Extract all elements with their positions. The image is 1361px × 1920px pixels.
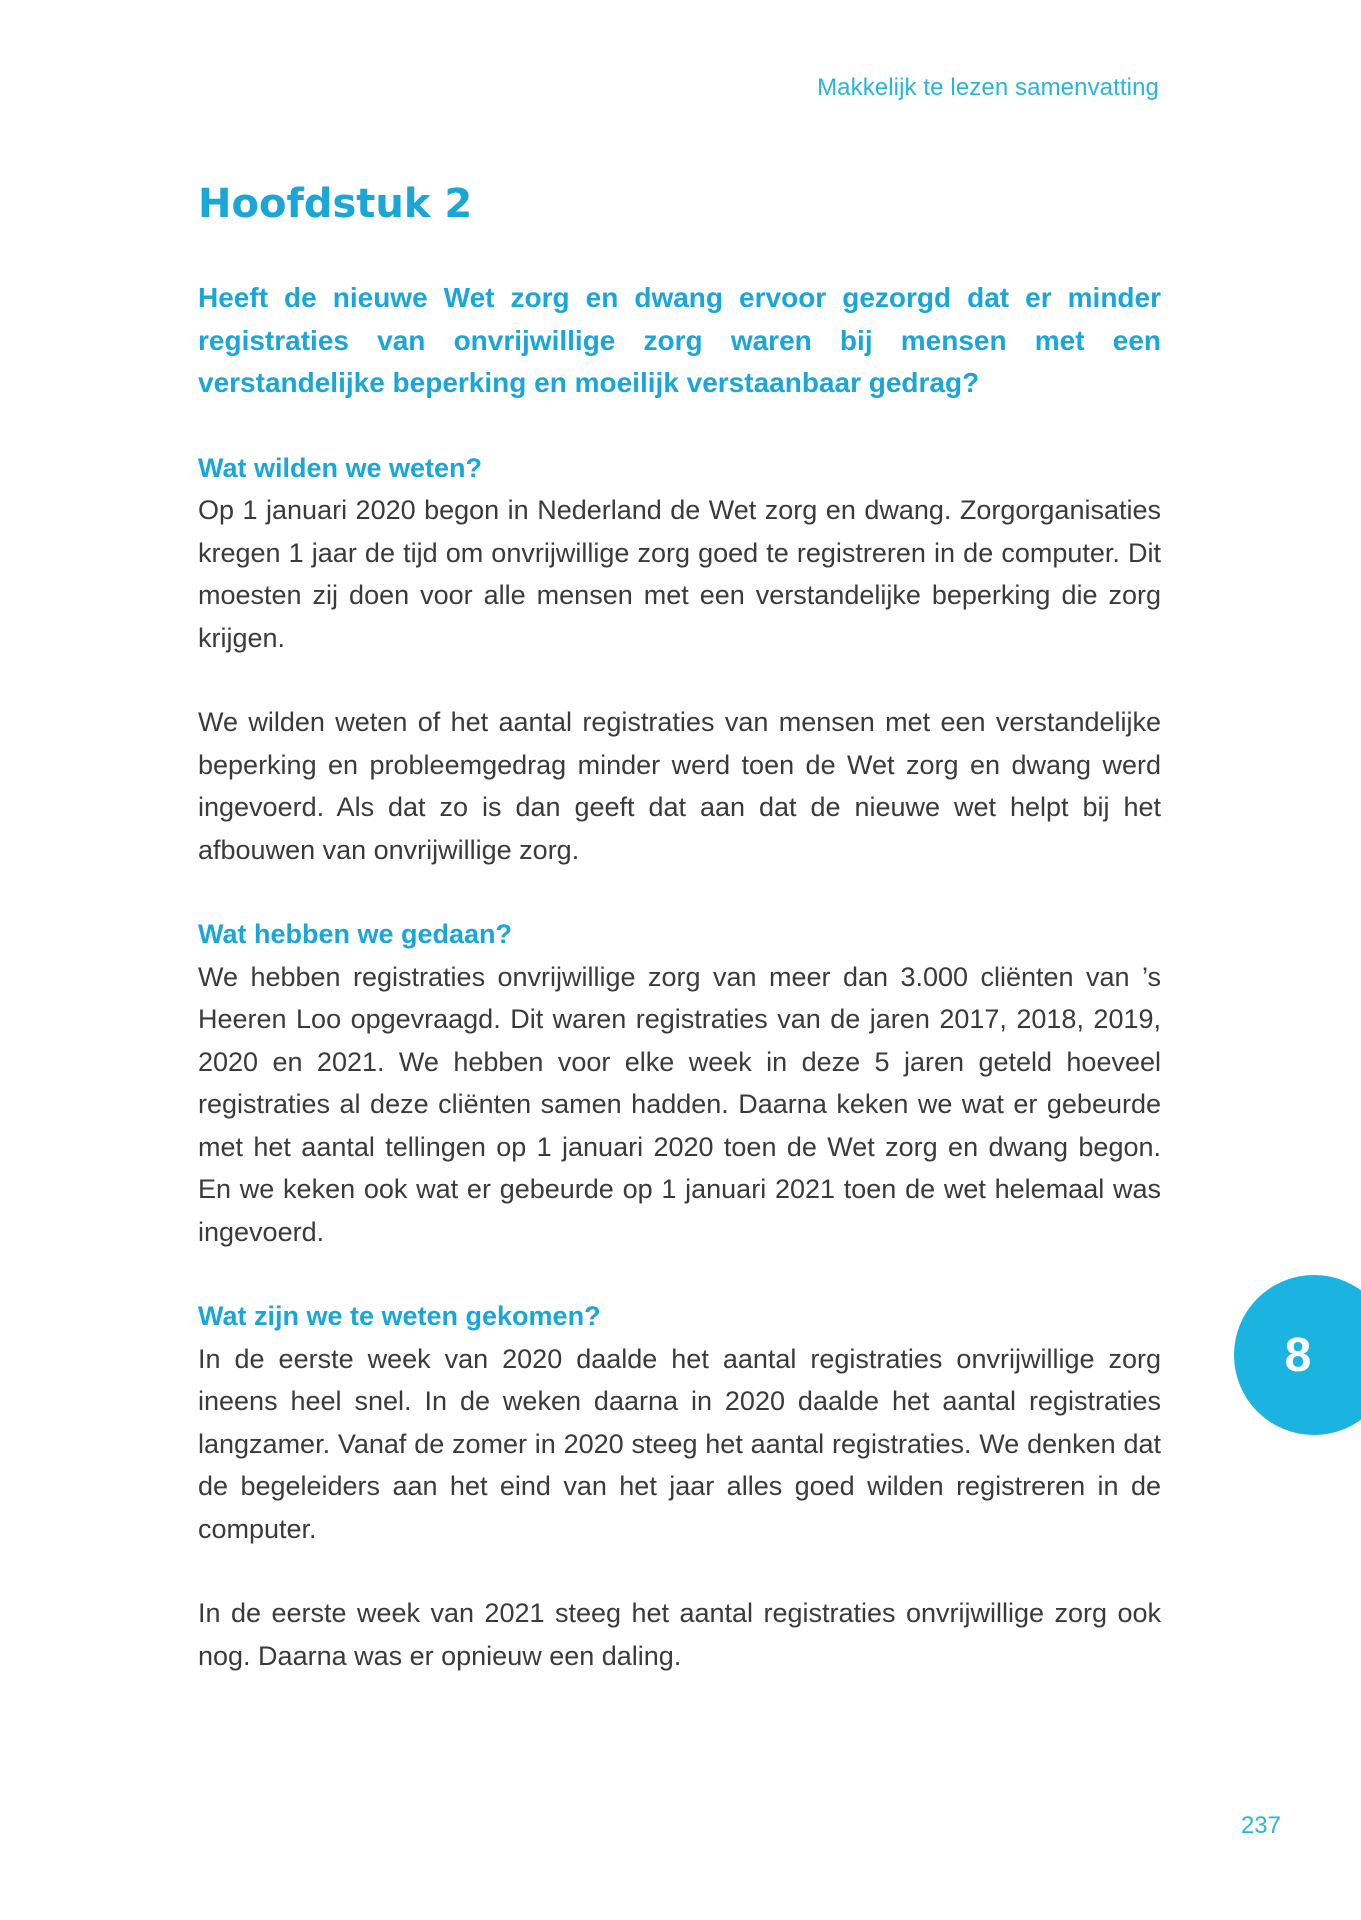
section-heading: Wat zijn we te weten gekomen?: [198, 1301, 601, 1331]
running-header: Makkelijk te lezen samenvatting: [817, 74, 1159, 101]
section-what-we-did: [198, 913, 1161, 1253]
section-what-we-wanted-to-know: [198, 447, 1161, 872]
section-heading: Wat hebben we gedaan?: [198, 919, 513, 949]
page-content: [198, 180, 1161, 1719]
page-number: 237: [1240, 1812, 1281, 1839]
body-paragraph: Op 1 januari 2020 begon in Nederland de Wet zorg en dwang. Zorgorganisaties kregen 1 jaar de tijd om onvrijwillige zorg goed te registreren in de computer. Dit moesten zij doen voor alle mensen met een verstandelijke beperking die zorg krijgen.: [198, 495, 1161, 653]
chapter-tab: 8: [1234, 1275, 1361, 1435]
body-paragraph: In de eerste week van 2020 daalde het aantal registraties onvrijwillige zorg ineens heel snel. In de weken daarna in 2020 daalde het aantal registraties langzamer. Vanaf de zomer in 2020 steeg het aantal registraties. We denken dat de begeleiders aan het eind van het jaar alles goed wilden registreren in de computer.: [198, 1343, 1161, 1544]
chapter-question: Heeft de nieuwe Wet zorg en dwang ervoor gezorgd dat er minder registraties van onvrijwillige zorg waren bij mensen met een verstandelijke beperking en moeilijk verstaanbaar gedrag?: [198, 282, 1161, 398]
body-paragraph: We hebben registraties onvrijwillige zorg van meer dan 3.000 cliënten van ’s Heeren Loo opgevraagd. Dit waren registraties van de jaren 2017, 2018, 2019, 2020 en 2021. We hebben voor elke week in deze 5 jaren geteld hoeveel registraties al deze cliënten samen hadden. Daarna keken we wat er gebeurde met het aantal tellingen op 1 januari 2020 toen de Wet zorg en dwang begon. En we keken ook wat er gebeurde op 1 januari 2021 toen de wet helemaal was ingevoerd.: [198, 961, 1161, 1247]
chapter-title: Hoofdstuk 2: [198, 181, 473, 227]
body-paragraph: We wilden weten of het aantal registraties van mensen met een verstandelijke beperking en probleemgedrag minder werd toen de Wet zorg en dwang werd ingevoerd. Als dat zo is dan geeft dat aan dat de nieuwe wet helpt bij het afbouwen van onvrijwillige zorg.: [198, 707, 1161, 865]
section-what-we-found: [198, 1295, 1161, 1677]
body-paragraph: In de eerste week van 2021 steeg het aantal registraties onvrijwillige zorg ook nog. Daarna was er opnieuw een daling.: [198, 1598, 1161, 1671]
section-heading: Wat wilden we weten?: [198, 452, 483, 483]
